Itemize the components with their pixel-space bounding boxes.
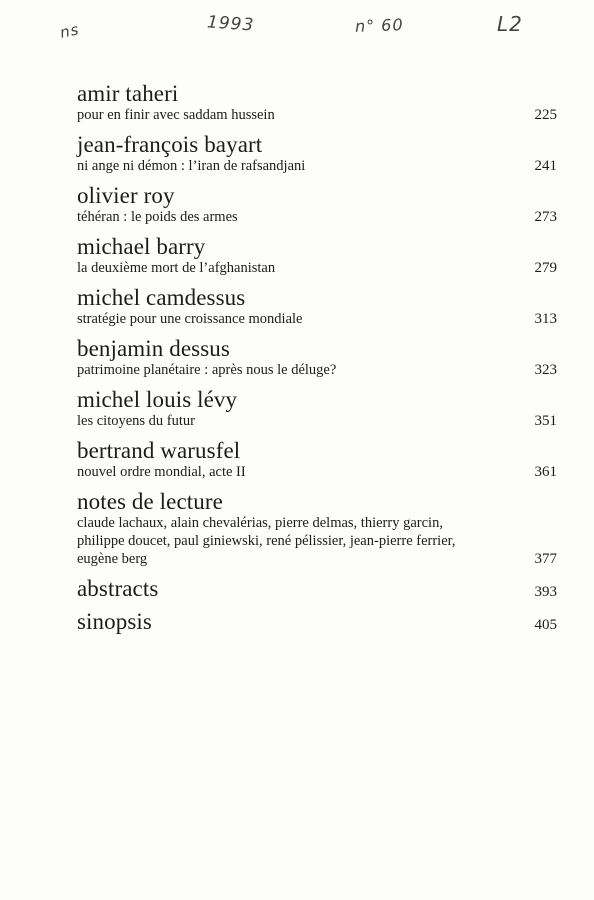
entry-title: stratégie pour une croissance mondiale — [77, 311, 303, 327]
entry-page: 351 — [534, 413, 557, 429]
annotation-issue: n° 60 — [354, 15, 404, 36]
entry-row — [77, 310, 557, 328]
entry-row — [77, 157, 557, 175]
entry-author: bertrand warusfel — [77, 438, 241, 463]
toc-section-sinopsis — [77, 610, 557, 634]
entry-row — [77, 106, 557, 124]
entry-author: michel louis lévy — [77, 387, 238, 412]
entry-page: 279 — [534, 260, 557, 276]
section-label: abstracts — [77, 576, 159, 601]
entry-author: michel camdessus — [77, 285, 246, 310]
entry-author: jean-françois bayart — [77, 132, 263, 157]
entry-page: 273 — [534, 209, 557, 225]
entry-page: 361 — [534, 464, 557, 480]
toc-entry — [77, 133, 557, 175]
entry-row — [77, 208, 557, 226]
entry-title: patrimoine planétaire : après nous le déluge? — [77, 362, 337, 378]
handwritten-annotations — [0, 8, 594, 48]
section-page: 405 — [534, 617, 557, 633]
table-of-contents — [77, 82, 557, 643]
toc-entry — [77, 184, 557, 226]
toc-entry — [77, 439, 557, 481]
annotation-code: L2 — [497, 12, 523, 36]
section-label: sinopsis — [77, 609, 152, 634]
toc-entry — [77, 82, 557, 124]
entry-page: 377 — [534, 551, 557, 567]
toc-entry-notes — [77, 490, 557, 568]
toc-entry — [77, 286, 557, 328]
entry-author: olivier roy — [77, 183, 175, 208]
entry-title: les citoyens du futur — [77, 413, 195, 429]
entry-title: la deuxième mort de l’afghanistan — [77, 260, 276, 276]
entry-author: amir taheri — [77, 81, 179, 106]
entry-page: 225 — [534, 107, 557, 123]
entry-title: téhéran : le poids des armes — [77, 209, 238, 225]
entry-author: notes de lecture — [77, 489, 223, 514]
toc-entry — [77, 235, 557, 277]
toc-entry — [77, 388, 557, 430]
section-page: 393 — [534, 584, 557, 600]
entry-row — [77, 259, 557, 277]
entry-page: 323 — [534, 362, 557, 378]
entry-title: ni ange ni démon : l’iran de rafsandjani — [77, 158, 306, 174]
entry-author: michael barry — [77, 234, 206, 259]
entry-row — [77, 361, 557, 379]
entry-title: claude lachaux, alain chevalérias, pierre delmas, thierry garcin, philippe doucet, paul giniewski, rené pélissier, jean-pierre ferrier, eugène berg — [77, 515, 456, 567]
entry-row — [77, 412, 557, 430]
entry-row — [77, 514, 557, 568]
entry-author: benjamin dessus — [77, 336, 230, 361]
entry-page: 241 — [534, 158, 557, 174]
toc-entry — [77, 337, 557, 379]
annotation: ns — [58, 20, 81, 42]
entry-title: pour en finir avec saddam hussein — [77, 107, 275, 123]
toc-section-abstracts — [77, 577, 557, 601]
entry-row — [77, 463, 557, 481]
entry-page: 313 — [534, 311, 557, 327]
annotation-year: 1993 — [206, 12, 255, 36]
entry-title: nouvel ordre mondial, acte II — [77, 464, 246, 480]
